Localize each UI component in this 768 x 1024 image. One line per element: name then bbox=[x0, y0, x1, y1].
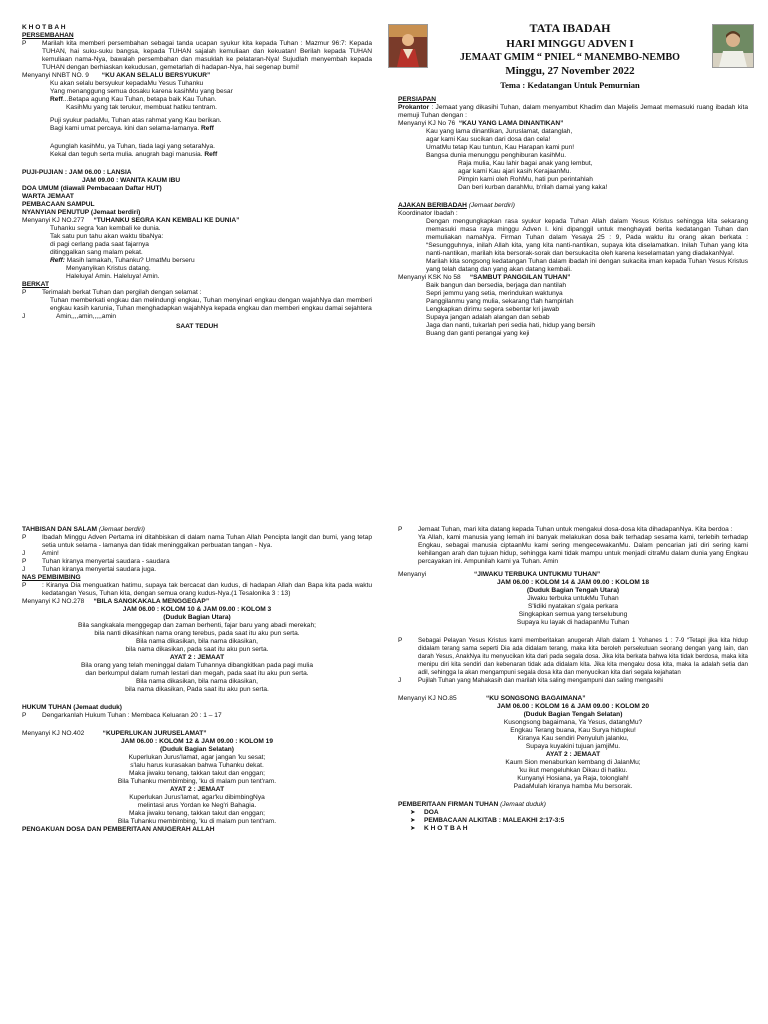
header-line4: Minggu, 27 November 2022 bbox=[505, 65, 635, 77]
song-line: melintasi arus Yordan ke Neg'ri Bahagia. bbox=[137, 802, 257, 809]
berkat-row: P Terimalah berkat Tuhan dan pergilah dengan selamat : bbox=[22, 289, 372, 297]
song-line: Singkapkan semua yang terselubung bbox=[518, 611, 628, 618]
jemaat-response: Pujilah Tuhan yang Mahakasih dan marilah kita saling mengampuni dan saling mengasihi bbox=[418, 677, 663, 684]
song-seating: (Duduk Bagian Tengah Utara) bbox=[526, 587, 620, 594]
section-ajakan: AJAKAN BERIBADAH (Jemaat berdiri) bbox=[398, 202, 515, 209]
song-seating: (Duduk Bagian Tengah Selatan) bbox=[523, 711, 623, 718]
song-line: S'lidiki nyatakan s'gala perkara bbox=[527, 603, 619, 610]
song-heading: Menyanyi KSK No 58 “SAMBUT PANGGILAN TUHAN” bbox=[398, 274, 571, 281]
song-line: bila nama dikasikan, pada saat itu aku pun serta. bbox=[125, 646, 269, 653]
song-line: Reff...Betapa agung Kau Tuhan, betapa baik Kau Tuhan. bbox=[50, 96, 217, 103]
persembahan-row bbox=[22, 40, 372, 72]
song-line: Sepri jemmu yang setia, merindukan waktunya bbox=[426, 290, 563, 297]
ajakan-paragraph-1: Dengan mengungkapkan rasa syukur kepada Tuhan Allah dalam Yesus Kristus sehingga kita sekarang memasuki masa raya minggu Adven I. kini dipanggil untuk menghayati berita kedatangan Tuhan dan memuliakan namaNya. Firman Tuhan dalam Yesaya 25 : 9, Pada waktu itu orang akan berkata : “Sesungguhnya, inilah Allah kita, yang kita nanti-nantikan, supaya kita diselamatkan. Inilah Tuhan yang kita nanti-nantikan, marilah kita bersorak-sorak dan bersukacita oleh karena keselamatan yang diadakanNya!. bbox=[426, 218, 748, 257]
song-line: Engkau Terang buana, Kau Surya hidupku! bbox=[510, 727, 636, 734]
prokantor-text: Prokantor : Jemaat yang dikasihi Tuhan, dalam menyambut Khadim dan Majelis Jemaat memasuki ruang ibadah kita memuji Tuhan dengan : bbox=[398, 104, 748, 119]
section-pujian-2: JAM 09.00 : WANITA KAUM IBU bbox=[82, 177, 181, 184]
song-line: 'ku ikut mengeluhkan Dikau di hatiku. bbox=[518, 767, 628, 774]
song-heading: Menyanyi KJ NO.85 “KU SONGSONG BAGAIMANA” bbox=[398, 695, 586, 702]
quadrant-top-left bbox=[22, 24, 372, 480]
verse-label: AYAT 2 : JEMAAT bbox=[545, 751, 601, 758]
song-line: Panggilanmu yang mulia, sekarang t'lah hampirlah bbox=[426, 298, 574, 305]
song-line: Ku akan selalu bersyukur kepadaMu Yesus Tuhanku bbox=[50, 80, 204, 87]
song-heading: Menyanyi KJ NO.402 “KUPERLUKAN JURUSELAMAT” bbox=[22, 730, 207, 737]
song-line: Bila sangkakala menggegap dan zaman berhenti, fajar baru yang abadi merekah; bbox=[78, 622, 316, 629]
song-heading: Menyanyi NNBT NO. 9 “KU AKAN SELALU BERSYUKUR” bbox=[22, 72, 211, 79]
list-item: ➤ K H O T B A H bbox=[410, 825, 468, 832]
section-pengakuan: PENGAKUAN DOSA DAN PEMBERITAAN ANUGERAH ALLAH bbox=[22, 826, 215, 833]
song-line: Agunglah kasihMu, ya Tuhan, tiada lagi yang setaraNya. bbox=[50, 143, 215, 150]
song-line: Kuperlukan Jurus'lamat, agar jangan 'ku sesat; bbox=[128, 754, 266, 761]
song-line: Bila Tuhanku membimbing, 'ku di malam pun tent'ram. bbox=[117, 778, 277, 785]
song-line: Tuhanku segra 'kan kembali ke dunia. bbox=[50, 225, 161, 232]
song-line: Tak satu pun tahu akan waktu tibaNya: bbox=[50, 233, 164, 240]
section-persiapan: PERSIAPAN bbox=[398, 96, 436, 103]
pengakuan-text: Jemaat Tuhan, mari kita datang kepada Tuhan untuk mengakui dosa-dosa kita dihadapanNya. Kita berdoa : bbox=[418, 526, 733, 533]
berkat-blessing: Tuhan memberkati engkau dan melindungi engkau, Tuhan menyinari engkau dengan wajahNya dan memberi engkau kasih karunia, Tuhan menghadapkan wajahNya kepada engkau dan memberi engkau damai sejahtera bbox=[50, 297, 372, 312]
list-item: ➤ PEMBACAAN ALKITAB : MALEAKHI 2:17-3:5 bbox=[410, 817, 565, 824]
section-persembahan: PERSEMBAHAN bbox=[22, 32, 74, 39]
header-photo-right bbox=[712, 24, 754, 68]
song-line: Bangsa dunia menunggu penghiburan kasihMu. bbox=[426, 152, 567, 159]
section-berkat: BERKAT bbox=[22, 281, 49, 288]
amin-text: Amin,,,,amin,,,,,amin bbox=[56, 313, 117, 320]
song-line: di pagi cerlang pada saat fajarnya bbox=[50, 241, 149, 248]
song-line: Supaya kuyakini tujuan jamjiMu. bbox=[525, 743, 621, 750]
icon-photo-right bbox=[713, 25, 753, 67]
section-nyanyian-penutup: NYANYIAN PENUTUP (Jemaat berdiri) bbox=[22, 209, 141, 216]
song-line: Kuperlukan Jurus'lamat, agar'ku dibimbingNya bbox=[129, 794, 265, 801]
song-line: bila nama dikasikan, Pada saat itu aku pun serta. bbox=[125, 686, 269, 693]
song-schedule: JAM 06.00 : KOLOM 16 & JAM 09.00 : KOLOM 20 bbox=[496, 703, 650, 710]
song-schedule: JAM 06.00 : KOLOM 10 & JAM 09.00 : KOLOM 3 bbox=[122, 606, 272, 613]
nas-text: : Kiranya Dia menguatkan hatimu, supaya tak bercacat dan kudus, di hadapan Allah dan Bapa kita pada waktu kedatangan Yesus, Tuhan kita, dengan semua orang kudus-Nya.(1 Tesalonika 3 : 13) bbox=[42, 582, 372, 597]
song-line: Jiwaku terbuka untukMu Tuhan bbox=[527, 595, 619, 602]
hukum-text: Dengarkanlah Hukum Tuhan : Membaca Keluaran 20 : 1 – 17 bbox=[42, 712, 222, 719]
song-line: Supaya ku layak di hadapanMu Tuhan bbox=[516, 619, 630, 626]
quadrant-bottom-left: TAHBISAN DAN SALAM (Jemaat berdiri) P Ibadah Minggu Adven Pertama ini ditahbiskan di dalam nama Tuhan Allah Pencipta langit dan bumi, yang tetap setia untuk selama - lamanya dan tidak meninggalkan perbuatan tangan - Nya. J Amin! P Tuhan kiranya menyertai saudara - saudara J Tuhan kiranya menyertai saudara juga. NAS PEMBIMBING P : Kiranya Dia menguatkan hatimu, supaya tak bercacat dan kudus, di hadapan Allah dan Bapa kita pada waktu kedatangan Yesus, Tuhan kita, dengan semua orang kudus-Nya.(1 Tesalonika 3 : 13) Menyanyi KJ NO.278 “BILA SANGKAKALA MENGGEGAP” JAM 06.00 : KOLOM 10 & JAM 09.00 : KOLOM 3 (Duduk Bagian Utara) Bila sangkakala menggegap dan zaman berhenti, fajar baru yang abadi merekah; bila nanti dikasihkan nama orang terebus, pada saat itu aku pun serta. Bila nama dikasikan, bila nama dikasikan, bila nama dikasikan, pada saat itu aku pun serta. AYAT 2 : JEMAAT Bila orang yang telah meninggal dalam Tuhannya dibangkitkan pada pagi mulia dan berkumpul dalam rumah lestari dan megah, pada saat itu aku pun serta. Bila nama dikasikan, bila nama dikasikan, bila nama dikasikan, Pada saat itu aku pun serta. HUKUM TUHAN (Jemaat duduk) P Dengarkanlah Hukum Tuhan : Membaca Keluaran 20 : 1 – 17 Menyanyi KJ NO.402 “KUPERLUKAN JURUSELAMAT” JAM 06.00 : KOLOM 12 & JAM 09.00 : KOLOM 19 (Duduk Bagian Selatan) Kuperlukan Jurus'lamat, agar jangan 'ku sesat; s'lalu harus kurasakan bahwa Tuhanku dekat. Maka jiwaku tenang, takkan takut dan enggan; Bila Tuhanku membimbing, 'ku di malam pun tent'ram. AYAT 2 : JEMAAT Kuperlukan Jurus'lamat, agar'ku dibimbingNya melintasi arus Yordan ke Neg'ri Bahagia. Maka jiwaku tenang, takkan takut dan enggan; Bila Tuhanku membimbing, 'ku di malam pun tent'ram. PENGAKUAN DOSA DAN PEMBERITAAN ANUGERAH ALLAH bbox=[22, 526, 372, 833]
berkat-text: Terimalah berkat Tuhan dan pergilah dengan selamat : bbox=[42, 289, 202, 296]
song-line: Maka jiwaku tenang, takkan takut dan enggan; bbox=[129, 770, 265, 777]
koordinator-label: Koordinator Ibadah : bbox=[398, 210, 458, 217]
song-line: Jaga dan nanti, tukarlah peri sedia hati, hidup yang bersih bbox=[426, 322, 595, 329]
header-tema: Tema : Kedatangan Untuk Pemurnian bbox=[500, 80, 640, 90]
amin-text: Amin! bbox=[42, 550, 59, 557]
song-line: Lengkapkan dirimu segera sebentar kri jawab bbox=[426, 306, 560, 313]
song-line: Kekal dan teguh serta mulia. anugrah bagi manusia. Reff bbox=[50, 151, 218, 158]
song-line: Kiranya Kau sendiri Penyuluh jalanku, bbox=[517, 735, 629, 742]
song-seating: (Duduk Bagian Selatan) bbox=[159, 746, 234, 753]
song-line: UmatMu tetap Kau tuntun, Kau Harapan kami pun! bbox=[426, 144, 575, 151]
song-heading: Menyanyi KJ NO.277 “TUHANKU SEGRA KAN KEMBALI KE DUNIA” bbox=[22, 217, 240, 224]
song-line: bila nanti dikasihkan nama orang terebus, pada saat itu aku pun serta. bbox=[94, 630, 300, 637]
persembahan-text: Marilah kita memberi persembahan sebagai tanda ucapan syukur kita kepada Tuhan : Mazmur 96:7: Kepada TUHAN, hai suku-suku bangsa, kepada TUHAN sajalah kemuliaan dan kekuatan! Berilah kepada TUHAN kemuliaan nama-Nya, bawalah persembahan dan masuklah ke pelataran-Nya! Sujudlah menyembah kepada TUHAN dengan berhiaskan kekudusan, gemetarlah di hadapan-Nya, hai segenap bumi! bbox=[42, 40, 372, 71]
quadrant-top-right bbox=[398, 96, 748, 480]
section-pemberitaan: PEMBERITAAN FIRMAN TUHAN (Jemaat duduk) bbox=[398, 801, 546, 808]
song-line: Buang dan ganti perangai yang keji bbox=[426, 330, 530, 337]
speaker-label: P bbox=[22, 40, 27, 47]
icon-photo-left bbox=[389, 25, 427, 67]
song-schedule: JAM 06.00 : KOLOM 12 & JAM 09.00 : KOLOM 19 bbox=[120, 738, 274, 745]
anugerah-text: Sebagai Pelayan Yesus Kristus kami memberitakan anugerah Allah dalam 1 Yohanes 1 : 7-9 “Tetapi jika kita hidup didalam terang sama seperti Dia ada didalam terang, maka kita beroleh persekutuan seorang dengan yang lain, dan darah Yesus, AnakNya itu menyucikan kita dari pada segala dosa. Jika kita berkata bahwa kita tidak berdosa, maka kita menipu diri kita sendiri dan kebenaran tidak ada didalam kita. Jika kita mengaku dosa kita, maka Ia adalah setia dan adil, sehingga Ia akan mengampuni segala dosa kita dan menyucikan kita dari segala kejahatan bbox=[418, 637, 748, 676]
list-item: ➤ DOA bbox=[410, 809, 439, 816]
tahbisan-text: Ibadah Minggu Adven Pertama ini ditahbiskan di dalam nama Tuhan Allah Pencipta langit dan bumi, yang tetap setia untuk selama - lamanya dan tidak meninggalkan perbuatan tangan - Nya. bbox=[42, 534, 372, 549]
arrow-icon: ➤ bbox=[410, 817, 416, 824]
song-line: agar kami Kau sucikan dari dosa dan cela! bbox=[426, 136, 551, 143]
song-line: s'lalu harus kurasakan bahwa Tuhanku dekat. bbox=[130, 762, 264, 769]
song-line: Supaya jangan adalah alangan dan sebab bbox=[426, 314, 550, 321]
song-line: Raja mulia, Kau lahir bagai anak yang lembut, bbox=[458, 160, 593, 167]
song-line: Bila nama dikasikan, bila nama dikasikan, bbox=[135, 678, 259, 685]
ajakan-paragraph-2: Marilah kita songsong kedatangan Tuhan dalam ibadah ini dengan sukacita iman kepada Tuhan Yesus Kristus yang telah datang dan yang akan datang kembali. bbox=[426, 258, 748, 273]
section-nas: NAS PEMBIMBING bbox=[22, 574, 81, 581]
section-pujian: PUJI-PUJIAN : JAM 06.00 : LANSIA bbox=[22, 169, 132, 176]
arrow-icon: ➤ bbox=[410, 809, 416, 816]
saat-teduh: SAAT TEDUH bbox=[175, 323, 218, 330]
header-title: TATA IBADAH bbox=[529, 21, 611, 35]
song-line: Kaum Sion menaburkan kembang di JalanMu; bbox=[505, 759, 641, 766]
doa-pengakuan: Ya Allah, kami manusia yang lemah ini banyak melakukan dosa baik terhadap sesama kami, terlebih terhadap Engkau, sebagai manusia ciptaanMu kami sering mengecewakanMu. Dalam pencarian jati diri sering kami kehilangan arah dan tujuan hidup, sehingga kami tidak mampu untuk menjadi citraMu dalam dunia yang Engkau percayakan ini. Ampunilah kami ya Tuhan. Amin bbox=[418, 534, 748, 565]
section-hukum: HUKUM TUHAN (Jemaat duduk) bbox=[22, 704, 123, 711]
song-heading: Menyanyi KJ NO.278 “BILA SANGKAKALA MENGGEGAP” bbox=[22, 598, 210, 605]
song-line: Menyanyikan Kristus datang. bbox=[66, 265, 151, 272]
song-line: Kunyanyi Hosiana, ya Raja, tolonglah! bbox=[517, 775, 629, 782]
song-line: Dan beri kurban darahMu, b'rilah damai yang kaka! bbox=[458, 184, 608, 191]
song-heading: Menyanyi “JIWAKU TERBUKA UNTUKMU TUHAN” bbox=[398, 571, 601, 578]
section-doa: DOA UMUM (diawali Pembacaan Daftar HUT) bbox=[22, 185, 162, 192]
song-line: Baik bangun dan bersedia, berjaga dan nantilah bbox=[426, 282, 567, 289]
song-seating: (Duduk Bagian Utara) bbox=[163, 614, 231, 621]
song-line: PadaMulah kiranya hamba Mu bersorak. bbox=[513, 783, 633, 790]
song-line: Bila nama dikasikan, bila nama dikasikan, bbox=[135, 638, 259, 645]
verse-label: AYAT 2 : JEMAAT bbox=[169, 786, 225, 793]
song-line: Maka jiwaku tenang, takkan takut dan enggan; bbox=[129, 810, 265, 817]
salam-reply: Tuhan kiranya menyertai saudara juga. bbox=[42, 566, 157, 573]
arrow-icon: ➤ bbox=[410, 825, 416, 832]
song-line: Kusongsong bagaimana, Ya Yesus, datangMu? bbox=[503, 719, 643, 726]
song-line: Puji syukur padaMu, Tuhan atas rahmat yang Kau berikan. bbox=[50, 117, 222, 124]
song-schedule: JAM 06.00 : KOLOM 14 & JAM 09.00 : KOLOM 18 bbox=[496, 579, 650, 586]
song-line: Bila orang yang telah meninggal dalam Tuhannya dibangkitkan pada pagi mulia bbox=[80, 662, 314, 669]
section-warta: WARTA JEMAAT bbox=[22, 193, 74, 200]
salam-text: Tuhan kiranya menyertai saudara - saudara bbox=[42, 558, 170, 565]
song-line: dan berkumpul dalam rumah lestari dan megah, pada saat itu aku pun serta. bbox=[85, 670, 309, 677]
song-line: Yang menanggung semua dosaku karena kasihMu yang besar bbox=[50, 88, 233, 95]
verse-label: AYAT 2 : JEMAAT bbox=[169, 654, 225, 661]
header-photo-left bbox=[388, 24, 428, 68]
song-line: Pimpin kami oleh RohMu, hati pun perintahlah bbox=[458, 176, 593, 183]
song-line: ditinggalkan sang malam pekat. bbox=[50, 249, 143, 256]
song-line: Bila Tuhanku membimbing, 'ku di malam pun tent'ram. bbox=[117, 818, 277, 825]
tahbisan-row: P Ibadah Minggu Adven Pertama ini ditahbiskan di dalam nama Tuhan Allah Pencipta langit dan bumi, yang tetap setia untuk selama - lamanya dan tidak meninggalkan perbuatan tangan - Nya. bbox=[22, 534, 372, 549]
song-heading: Menyanyi KJ No 76 “KAU YANG LAMA DINANTIKAN” bbox=[398, 120, 564, 127]
header-line2: HARI MINGGU ADVEN I bbox=[506, 38, 634, 50]
song-line: KasihMu yang tak terukur, membuat hatiku tentram. bbox=[66, 104, 217, 111]
section-khotbah: K H O T B A H bbox=[22, 24, 66, 31]
song-line: Haleluya! Amin. Haleluya! Amin. bbox=[66, 273, 160, 280]
quadrant-bottom-right: P Jemaat Tuhan, mari kita datang kepada Tuhan untuk mengakui dosa-dosa kita dihadapanNya. Kita berdoa : Ya Allah, kami manusia yang lemah ini banyak melakukan dosa baik terhadap sesama kami, terlebih terhadap Engkau, sebagai manusia ciptaanMu kami sering mengecewakanMu. Dalam pencarian jati diri sering kami kehilangan arah dan tujuan hidup, sehingga kami tidak mampu untuk menjadi citraMu dalam dunia yang Engkau percayakan ini. Ampunilah kami ya Tuhan. Amin Menyanyi “JIWAKU TERBUKA UNTUKMU TUHAN” JAM 06.00 : KOLOM 14 & JAM 09.00 : KOLOM 18 (Duduk Bagian Tengah Utara) Jiwaku terbuka untukMu Tuhan S'lidiki nyatakan s'gala perkara Singkapkan semua yang terselubung Supaya ku layak di hadapanMu Tuhan P Sebagai Pelayan Yesus Kristus kami memberitakan anugerah Allah dalam 1 Yohanes 1 : 7-9 “Tetapi jika kita hidup didalam terang sama seperti Dia ada didalam terang, maka kita beroleh persekutuan seorang dengan yang lain, dan darah Yesus, AnakNya itu menyucikan kita dari pada segala dosa. Jika kita berkata bahwa kita tidak berdosa, maka kita menipu diri kita sendiri dan kebenaran tidak ada didalam kita. Jika kita mengaku dosa kita, maka Ia adalah setia dan adil, sehingga Ia akan mengampuni segala dosa kita dan menyucikan kita dari segala kejahatan J Pujilah Tuhan yang Mahakasih dan marilah kita saling mengampuni dan saling mengasihi Menyanyi KJ NO.85 “KU SONGSONG BAGAIMANA” JAM 06.00 : KOLOM 16 & JAM 09.00 : KOLOM 20 (Duduk Bagian Tengah Selatan) Kusongsong bagaimana, Ya Yesus, datangMu? Engkau Terang buana, Kau Surya hidupku! Kiranya Kau sendiri Penyuluh jalanku, Supaya kuyakini tujuan jamjiMu. AYAT 2 : JEMAAT Kaum Sion menaburkan kembang di JalanMu; 'ku ikut mengeluhkan Dikau di hatiku. Kunyanyi Hosiana, ya Raja, tolonglah! PadaMulah kiranya hamba Mu bersorak. PEMBERITAAN FIRMAN TUHAN (Jemaat duduk) ➤ DOA ➤ PEMBACAAN ALKITAB : MALEAKHI 2:17-3:5 ➤ K H O T B A H bbox=[398, 526, 748, 832]
song-line: Bagi kami umat percaya. kini dan selama-lamanya. Reff bbox=[50, 125, 214, 132]
song-line: Kau yang lama dinantikan, Juruslamat, datanglah, bbox=[426, 128, 573, 135]
section-sampul: PEMBACAAN SAMPUL bbox=[22, 201, 95, 208]
header-line3: JEMAAT GMIM “ PNIEL “ MANEMBO-NEMBO bbox=[460, 52, 680, 63]
song-line: agar kami Kau ajari kasih KerajaanMu. bbox=[458, 168, 572, 175]
song-line: Reff: Masih lamakah, Tuhanku? UmatMu berseru bbox=[50, 257, 195, 264]
amin-row: J Amin,,,,amin,,,,,amin bbox=[22, 313, 372, 321]
section-tahbisan: TAHBISAN DAN SALAM (Jemaat berdiri) bbox=[22, 526, 145, 533]
